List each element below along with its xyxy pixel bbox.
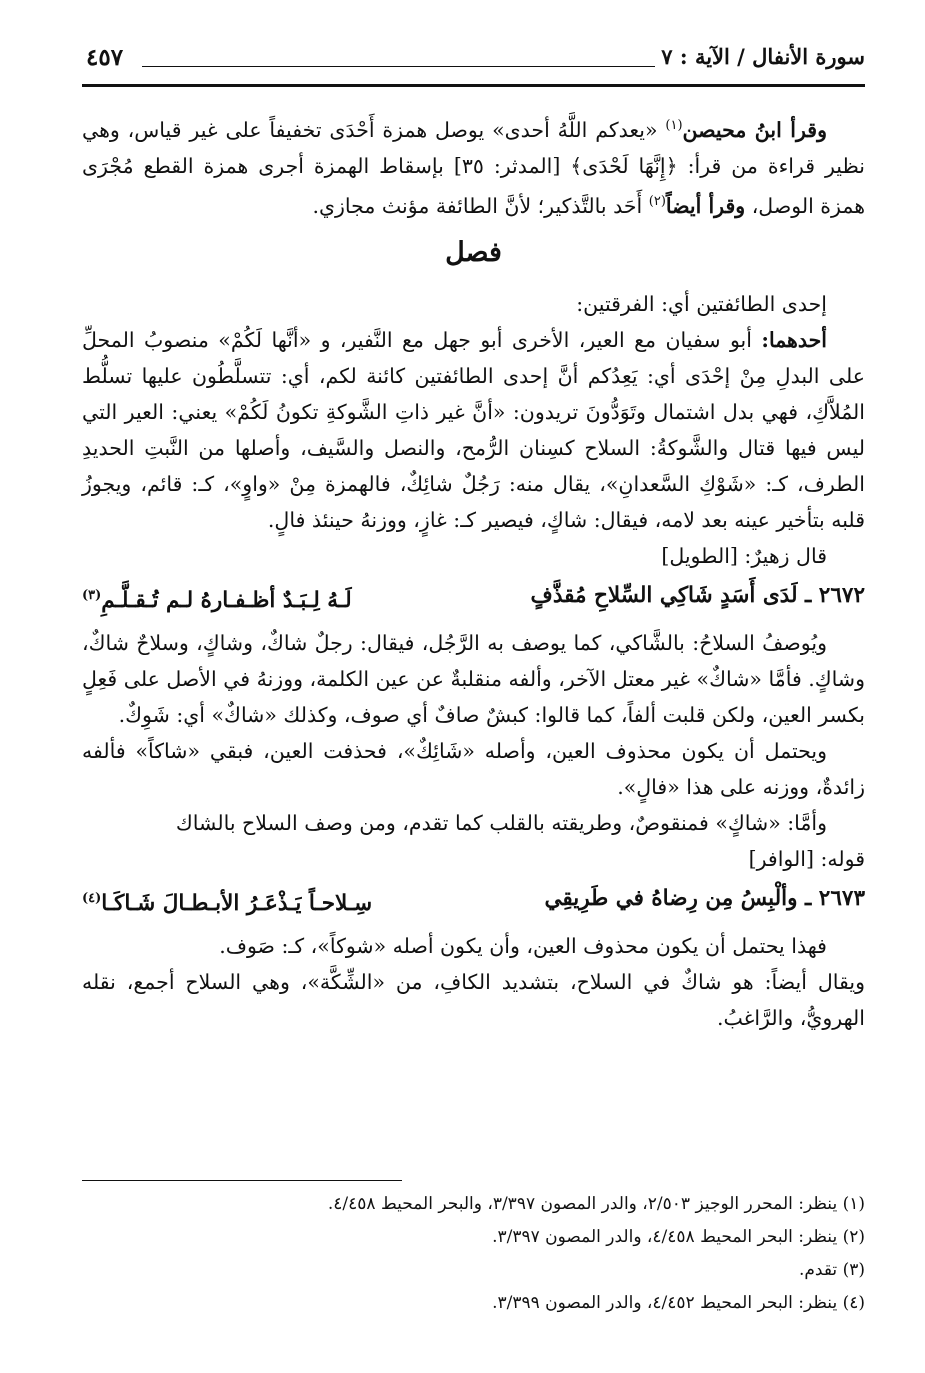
footnote-2: (٢) ينظر: البحر المحيط ٤/٤٥٨، والدر المصون ٣/٣٩٧.	[492, 1227, 865, 1247]
reader-name-1: وقرأ ابنُ محيصن	[682, 117, 827, 142]
header-thin-rule	[142, 66, 655, 67]
paragraph-1-text-a: «يعدكم اللَّهُ أحدى» يوصل همزة أَحْدَى تخفيفاً على غير قياس،	[127, 117, 666, 142]
paragraph-7: فهذا يحتمل أن يكون محذوف العين، وأن يكون أصله «شوكاً»، كـ: صَوف.	[219, 933, 827, 958]
footnotes	[82, 1180, 865, 1320]
running-header	[82, 40, 865, 80]
paragraph-8: ويقال أيضاً: هو شاكٌ في السلاح، بتشديد الكافِ، من «الشِّكَّة»، وهي السلاح أجمع، نقله الهرويُّ، والرَّاغبُ.	[82, 969, 865, 1030]
paragraph-5: ويحتمل أن يكون محذوف العين، وأصله «شَائِكٌ»، فحذفت العين، فبقي «شاكاً» فألفه زائدةٌ، ووزنه على هذا «فالٍ».	[82, 738, 865, 799]
poet-line-1: قال زهيرٌ: [الطويل]	[661, 543, 827, 568]
header-rule	[82, 84, 865, 87]
paragraph-1-text-c: مُجْرَى همزة الوصل،	[82, 153, 865, 218]
paragraph-1	[82, 108, 865, 224]
paragraph-3-lead: أحدهما:	[761, 327, 827, 352]
page-number: ٤٥٧	[86, 44, 124, 71]
paragraph-2: إحدى الطائفتين أي: الفرقتين:	[576, 291, 827, 316]
verse-2673	[82, 881, 865, 922]
section-title: فصل	[445, 236, 502, 268]
footnote-1: (١) ينظر: المحرر الوجيز ٢/٥٠٣، والدر المصون ٣/٣٩٧، والبحر المحيط ٤/٤٥٨.	[327, 1194, 865, 1214]
verse-2672-second-hemistich: لَـهُ لِـبَـدٌ أظـفـارهُ لـم تُـقـلَّـمِ	[101, 587, 352, 613]
poet-line-2: قوله: [الوافر]	[748, 846, 865, 871]
verse-2673-first-hemistich: ٢٦٧٣ ـ وألْبِسُ مِن رِضاهُ في طَرِيقِي	[544, 885, 865, 911]
footnote-ref-2: (٢)	[648, 193, 666, 209]
footnote-ref-4: (٤)	[82, 890, 102, 906]
paragraph-3-text: أبو سفيان مع العير، الأخرى أبو جهل مع النَّفير، و «أنَّها لَكُمْ» منصوبُ المحلِّ على البدلِ مِنْ إحْدَى أي: يَعِدُكم أنَّ إحدى الطائفتين كائنة لكم، أي: تتسلَّطُون عليها تسلُّط المُلاَّكِ، فهي بدل اشتمال وتَوَدُّونَ تريدون: «أنَّ غير ذاتِ الشَّوكةِ تكونُ لَكُمْ» يعني: العير التي ليس فيها قتال والشَّوكةُ: السلاح كسِنان الرُّمح، والنصل والسَّيف، وأصلها من النَّبتِ الحديدِ الطرف، كـ: «شَوْكِ السَّعدانِ»، يقال منه: رَجُلٌ شائِكٌ، فالهمزة مِنْ «واوٍ»، كـ: قائم، ويجوزُ قلبه بتأخير عينه بعد لامه، فيقال: شاكٍ، فيصير كـ: غازٍ، ووزنهُ حينئذ فالٍ.	[82, 327, 865, 532]
verse-2672	[82, 578, 865, 619]
footnote-4: (٤) ينظر: البحر المحيط ٤/٤٥٢، والدر المصون ٣/٣٩٩.	[492, 1293, 865, 1313]
verse-2672-first-hemistich: ٢٦٧٢ ـ لَدَى أَسَدٍ شَاكِي السِّلاحِ مُقذَّفٍ	[530, 582, 865, 608]
footnote-ref-3: (٣)	[82, 587, 102, 603]
footnote-3: (٣) تقدم.	[798, 1260, 865, 1280]
surah-label: سورة الأنفال / الآية : ٧	[661, 44, 865, 69]
paragraph-3	[82, 322, 865, 538]
footnote-list	[82, 1180, 865, 1320]
main-text	[82, 108, 865, 1036]
verse-2673-second-hemistich: سِـلاحـاً يَـذْعَـرُ الأبـطـالَ شَـاكَـا	[101, 890, 373, 916]
paragraph-4: ويُوصفُ السلاحُ: بالشَّاكي، كما يوصف به الرَّجُل، فيقال: رجلٌ شاكٌ، وشاكٍ، وسلاحٌ شاكٌ، وشاكٍ. فأمَّا «شاكٌ» غير معتل الآخر، وألفه منقلبةٌ عن عين الكلمة، ووزنهُ في الأصل على فَعِلٍ بكسر العين، ولكن قلبت ألفاً، كما قالوا: كبشٌ صافٌ أي صوف، وكذلك «شاكٌ» أي: شَوِكٌ.	[82, 630, 865, 727]
paragraph-1-text-d: أَحَد بالتَّذكير؛ لأنَّ الطائفة مؤنث مجازي.	[312, 193, 649, 218]
footnote-separator	[82, 1180, 402, 1181]
paragraph-1-text-b: وهي نظير قراءة من قرأ: ﴿إِنَّهَا لَحْدَى﴾ [المدثر: ٣٥] بإسقاط الهمزة أجرى همزة القطع	[82, 117, 865, 178]
footnote-ref-1: (١)	[665, 118, 683, 133]
paragraph-6: وأمَّا: «شاكٍ» فمنقوصٌ، وطريقته بالقلب كما تقدم، ومن وصف السلاح بالشاك	[175, 810, 827, 835]
reader-name-2: وقرأ أيضاً	[665, 193, 746, 218]
